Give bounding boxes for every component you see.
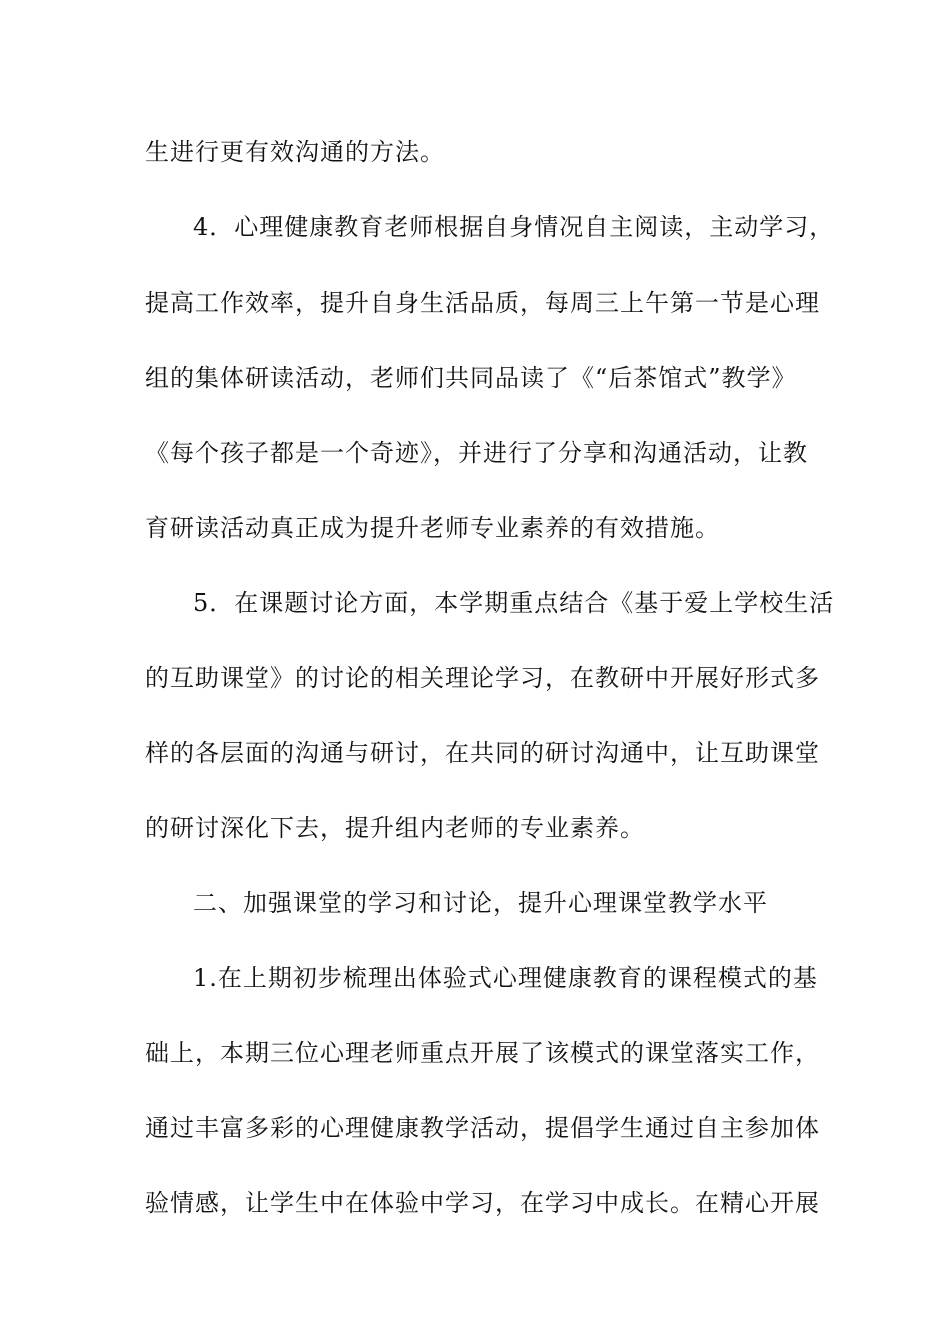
text-line: 础上，本期三位心理老师重点开展了该模式的课堂落实工作， [145,1039,820,1067]
text-line: 通过丰富多彩的心理健康教学活动，提倡学生通过自主参加体 [145,1114,820,1142]
text-line: 组的集体研读活动，老师们共同品读了《“后茶馆式”教学》 [145,364,797,392]
text-line: 育研读活动真正成为提升老师专业素养的有效措施。 [145,514,720,542]
text-line: 生进行更有效沟通的方法。 [145,138,445,166]
text-line: 5．在课题讨论方面，本学期重点结合《基于爱上学校生活 [193,589,835,617]
text-line: 1.在上期初步梳理出体验式心理健康教育的课程模式的基 [193,964,818,992]
text-line: 4．心理健康教育老师根据自身情况自主阅读，主动学习， [193,213,835,241]
text-line: 提高工作效率，提升自身生活品质，每周三上午第一节是心理 [145,289,820,317]
text-line: 的互助课堂》的讨论的相关理论学习，在教研中开展好形式多 [145,664,820,692]
text-line: 《每个孩子都是一个奇迹》，并进行了分享和沟通活动，让教 [145,439,808,467]
text-line: 验情感，让学生中在体验中学习，在学习中成长。在精心开展 [145,1189,820,1217]
text-line: 的研讨深化下去，提升组内老师的专业素养。 [145,814,645,842]
text-line: 样的各层面的沟通与研讨，在共同的研讨沟通中，让互助课堂 [145,739,820,767]
section-heading: 二、加强课堂的学习和讨论，提升心理课堂教学水平 [193,889,768,917]
